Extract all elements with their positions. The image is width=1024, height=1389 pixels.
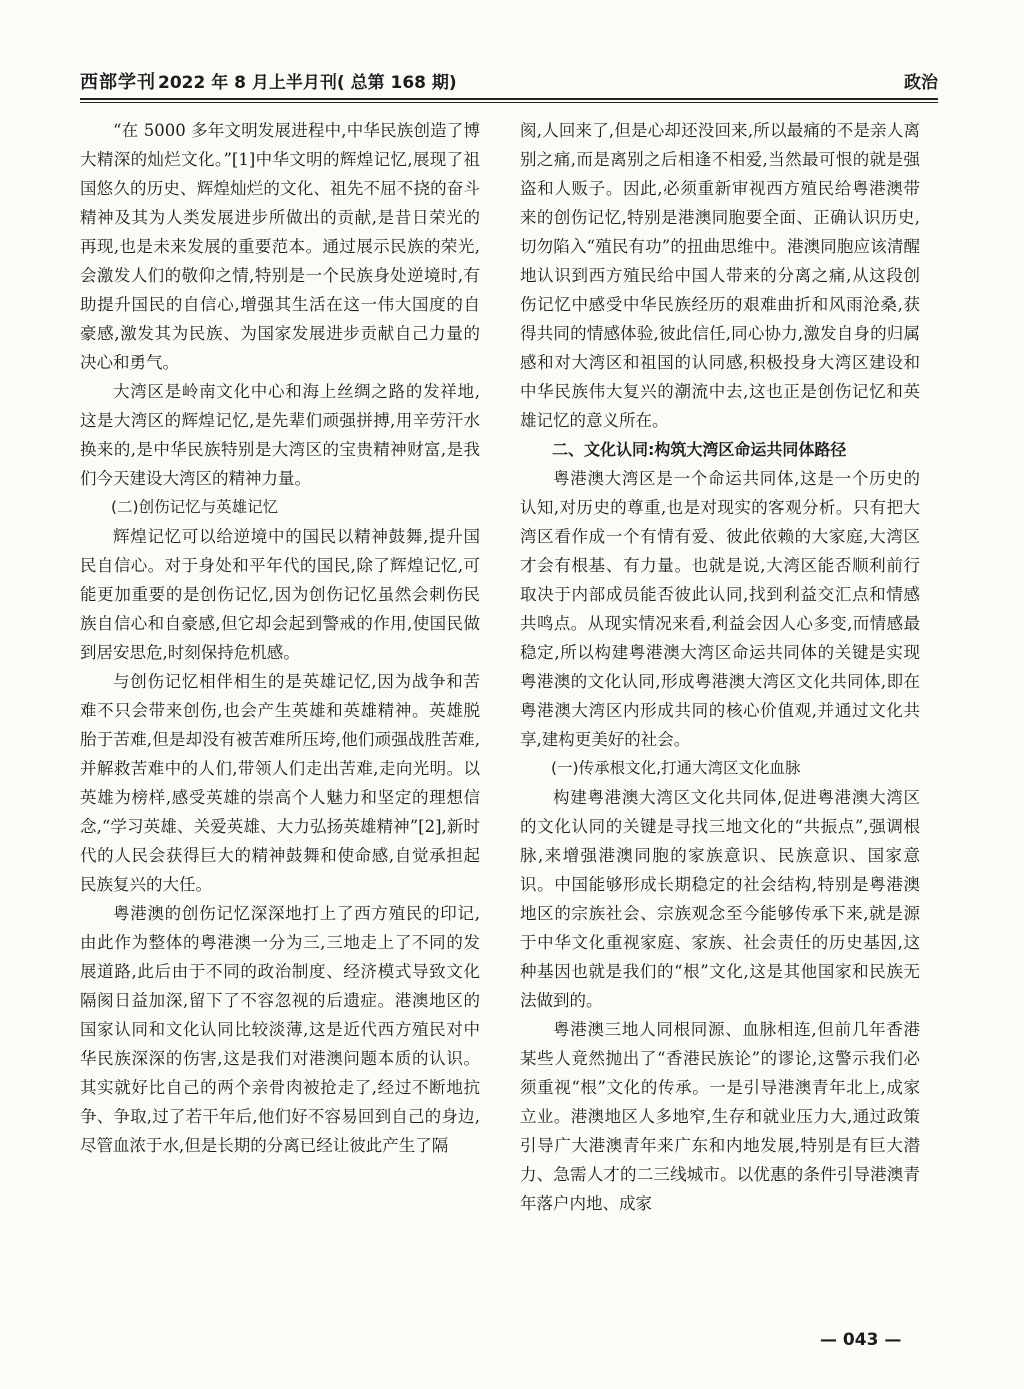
header-rule-thin: [80, 102, 938, 103]
section-name: 政治: [904, 73, 938, 93]
section-heading: 二、文化认同:构筑大湾区命运共同体路径: [552, 440, 847, 459]
paragraph: 辉煌记忆可以给逆境中的国民以精神鼓舞,提升国民自信心。对于身处和平年代的国民,除了辉煌记忆,可能更加重要的是创伤记忆,因为创伤记忆虽然会刺伤民族自信心和自豪感,但它却会起到警戒的作用,使国民做到居安思危,时刻保持危机感。: [80, 527, 480, 662]
running-header: [80, 62, 938, 96]
page-number: — 043 —: [820, 1330, 902, 1350]
right-column: [520, 116, 920, 1296]
paragraph: 粤港澳三地人同根同源、血脉相连,但前几年香港某些人竟然抛出了“香港民族论”的谬论,这警示我们必须重视“根”文化的传承。一是引导港澳青年北上,成家立业。港澳地区人多地窄,生存和就业压力大,通过政策引导广大港澳青年来广东和内地发展,特别是有巨大潜力、急需人才的二三线城市。以优惠的条件引导港澳青年落户内地、成家: [520, 1020, 920, 1213]
paragraph: 大湾区是岭南文化中心和海上丝绸之路的发祥地,这是大湾区的辉煌记忆,是先辈们顽强拼搏,用辛劳汗水换来的,是中华民族特别是大湾区的宝贵精神财富,是我们今天建设大湾区的精神力量。: [80, 382, 480, 488]
subsection-heading: (一)传承根文化,打通大湾区文化血脉: [551, 759, 801, 777]
issue-info: 2022 年 8 月上半月刊( 总第 168 期): [158, 73, 457, 93]
paragraph: “在 5000 多年文明发展进程中,中华民族创造了博大精深的灿烂文化。”[1]中华文明的辉煌记忆,展现了祖国悠久的历史、辉煌灿烂的文化、祖先不屈不挠的奋斗精神及其为人类发展进步所做出的贡献,是昔日荣光的再现,也是未来发展的重要范本。通过展示民族的荣光,会激发人们的敬仰之情,特别是一个民族身处逆境时,有助提升国民的自信心,增强其生活在这一伟大国度的自豪感,激发其为民族、为国家发展进步贡献自己力量的决心和勇气。: [80, 121, 480, 372]
left-column: [80, 116, 480, 1296]
header-rule-thick: [80, 98, 938, 100]
subsection-heading: (二)创伤记忆与英雄记忆: [111, 498, 279, 516]
paragraph: 粤港澳的创伤记忆深深地打上了西方殖民的印记,由此作为整体的粤港澳一分为三,三地走上了不同的发展道路,此后由于不同的政治制度、经济模式导致文化隔阂日益加深,留下了不容忽视的后遗症。港澳地区的国家认同和文化认同比较淡薄,这是近代西方殖民对中华民族深深的伤害,这是我们对港澳问题本质的认识。其实就好比自己的两个亲骨肉被抢走了,经过不断地抗争、争取,过了若干年后,他们好不容易回到自己的身边,尽管血浓于水,但是长期的分离已经让彼此产生了隔: [80, 904, 480, 1155]
paragraph-continued: 阂,人回来了,但是心却还没回来,所以最痛的不是亲人离别之痛,而是离别之后相逢不相爱,当然最可恨的就是强盗和人贩子。因此,必须重新审视西方殖民给粤港澳带来的创伤记忆,特别是港澳同胞要全面、正确认识历史,切勿陷入“殖民有功”的扭曲思维中。港澳同胞应该清醒地认识到西方殖民给中国人带来的分离之痛,从这段创伤记忆中感受中华民族经历的艰难曲折和风雨沧桑,获得共同的情感体验,彼此信任,同心协力,激发自身的归属感和对大湾区和祖国的认同感,积极投身大湾区建设和中华民族伟大复兴的潮流中去,这也正是创伤记忆和英雄记忆的意义所在。: [520, 121, 920, 430]
paragraph: 与创伤记忆相伴相生的是英雄记忆,因为战争和苦难不只会带来创伤,也会产生英雄和英雄精神。英雄脱胎于苦难,但是却没有被苦难所压垮,他们顽强战胜苦难,并解救苦难中的人们,带领人们走出苦难,走向光明。以英雄为榜样,感受英雄的崇高个人魅力和坚定的理想信念,“学习英雄、关爱英雄、大力弘扬英雄精神”[2],新时代的人民会获得巨大的精神鼓舞和使命感,自觉承担起民族复兴的大任。: [80, 672, 480, 894]
journal-name: 西部学刊: [80, 72, 156, 93]
paragraph: 粤港澳大湾区是一个命运共同体,这是一个历史的认知,对历史的尊重,也是对现实的客观分析。只有把大湾区看作成一个有情有爱、彼此依赖的大家庭,大湾区才会有根基、有力量。也就是说,大湾区能否顺利前行取决于内部成员能否彼此认同,找到利益交汇点和情感共鸣点。从现实情况来看,利益会因人心多变,而情感最稳定,所以构建粤港澳大湾区命运共同体的关键是实现粤港澳的文化认同,形成粤港澳大湾区文化共同体,即在粤港澳大湾区内形成共同的核心价值观,并通过文化共享,建构更美好的社会。: [520, 469, 920, 749]
paragraph: 构建粤港澳大湾区文化共同体,促进粤港澳大湾区的文化认同的关键是寻找三地文化的“共振点”,强调根脉,来增强港澳同胞的家族意识、民族意识、国家意识。中国能够形成长期稳定的社会结构,特别是粤港澳地区的宗族社会、宗族观念至今能够传承下来,就是源于中华文化重视家庭、家族、社会责任的历史基因,这种基因也就是我们的“根”文化,这是其他国家和民族无法做到的。: [520, 788, 920, 1010]
